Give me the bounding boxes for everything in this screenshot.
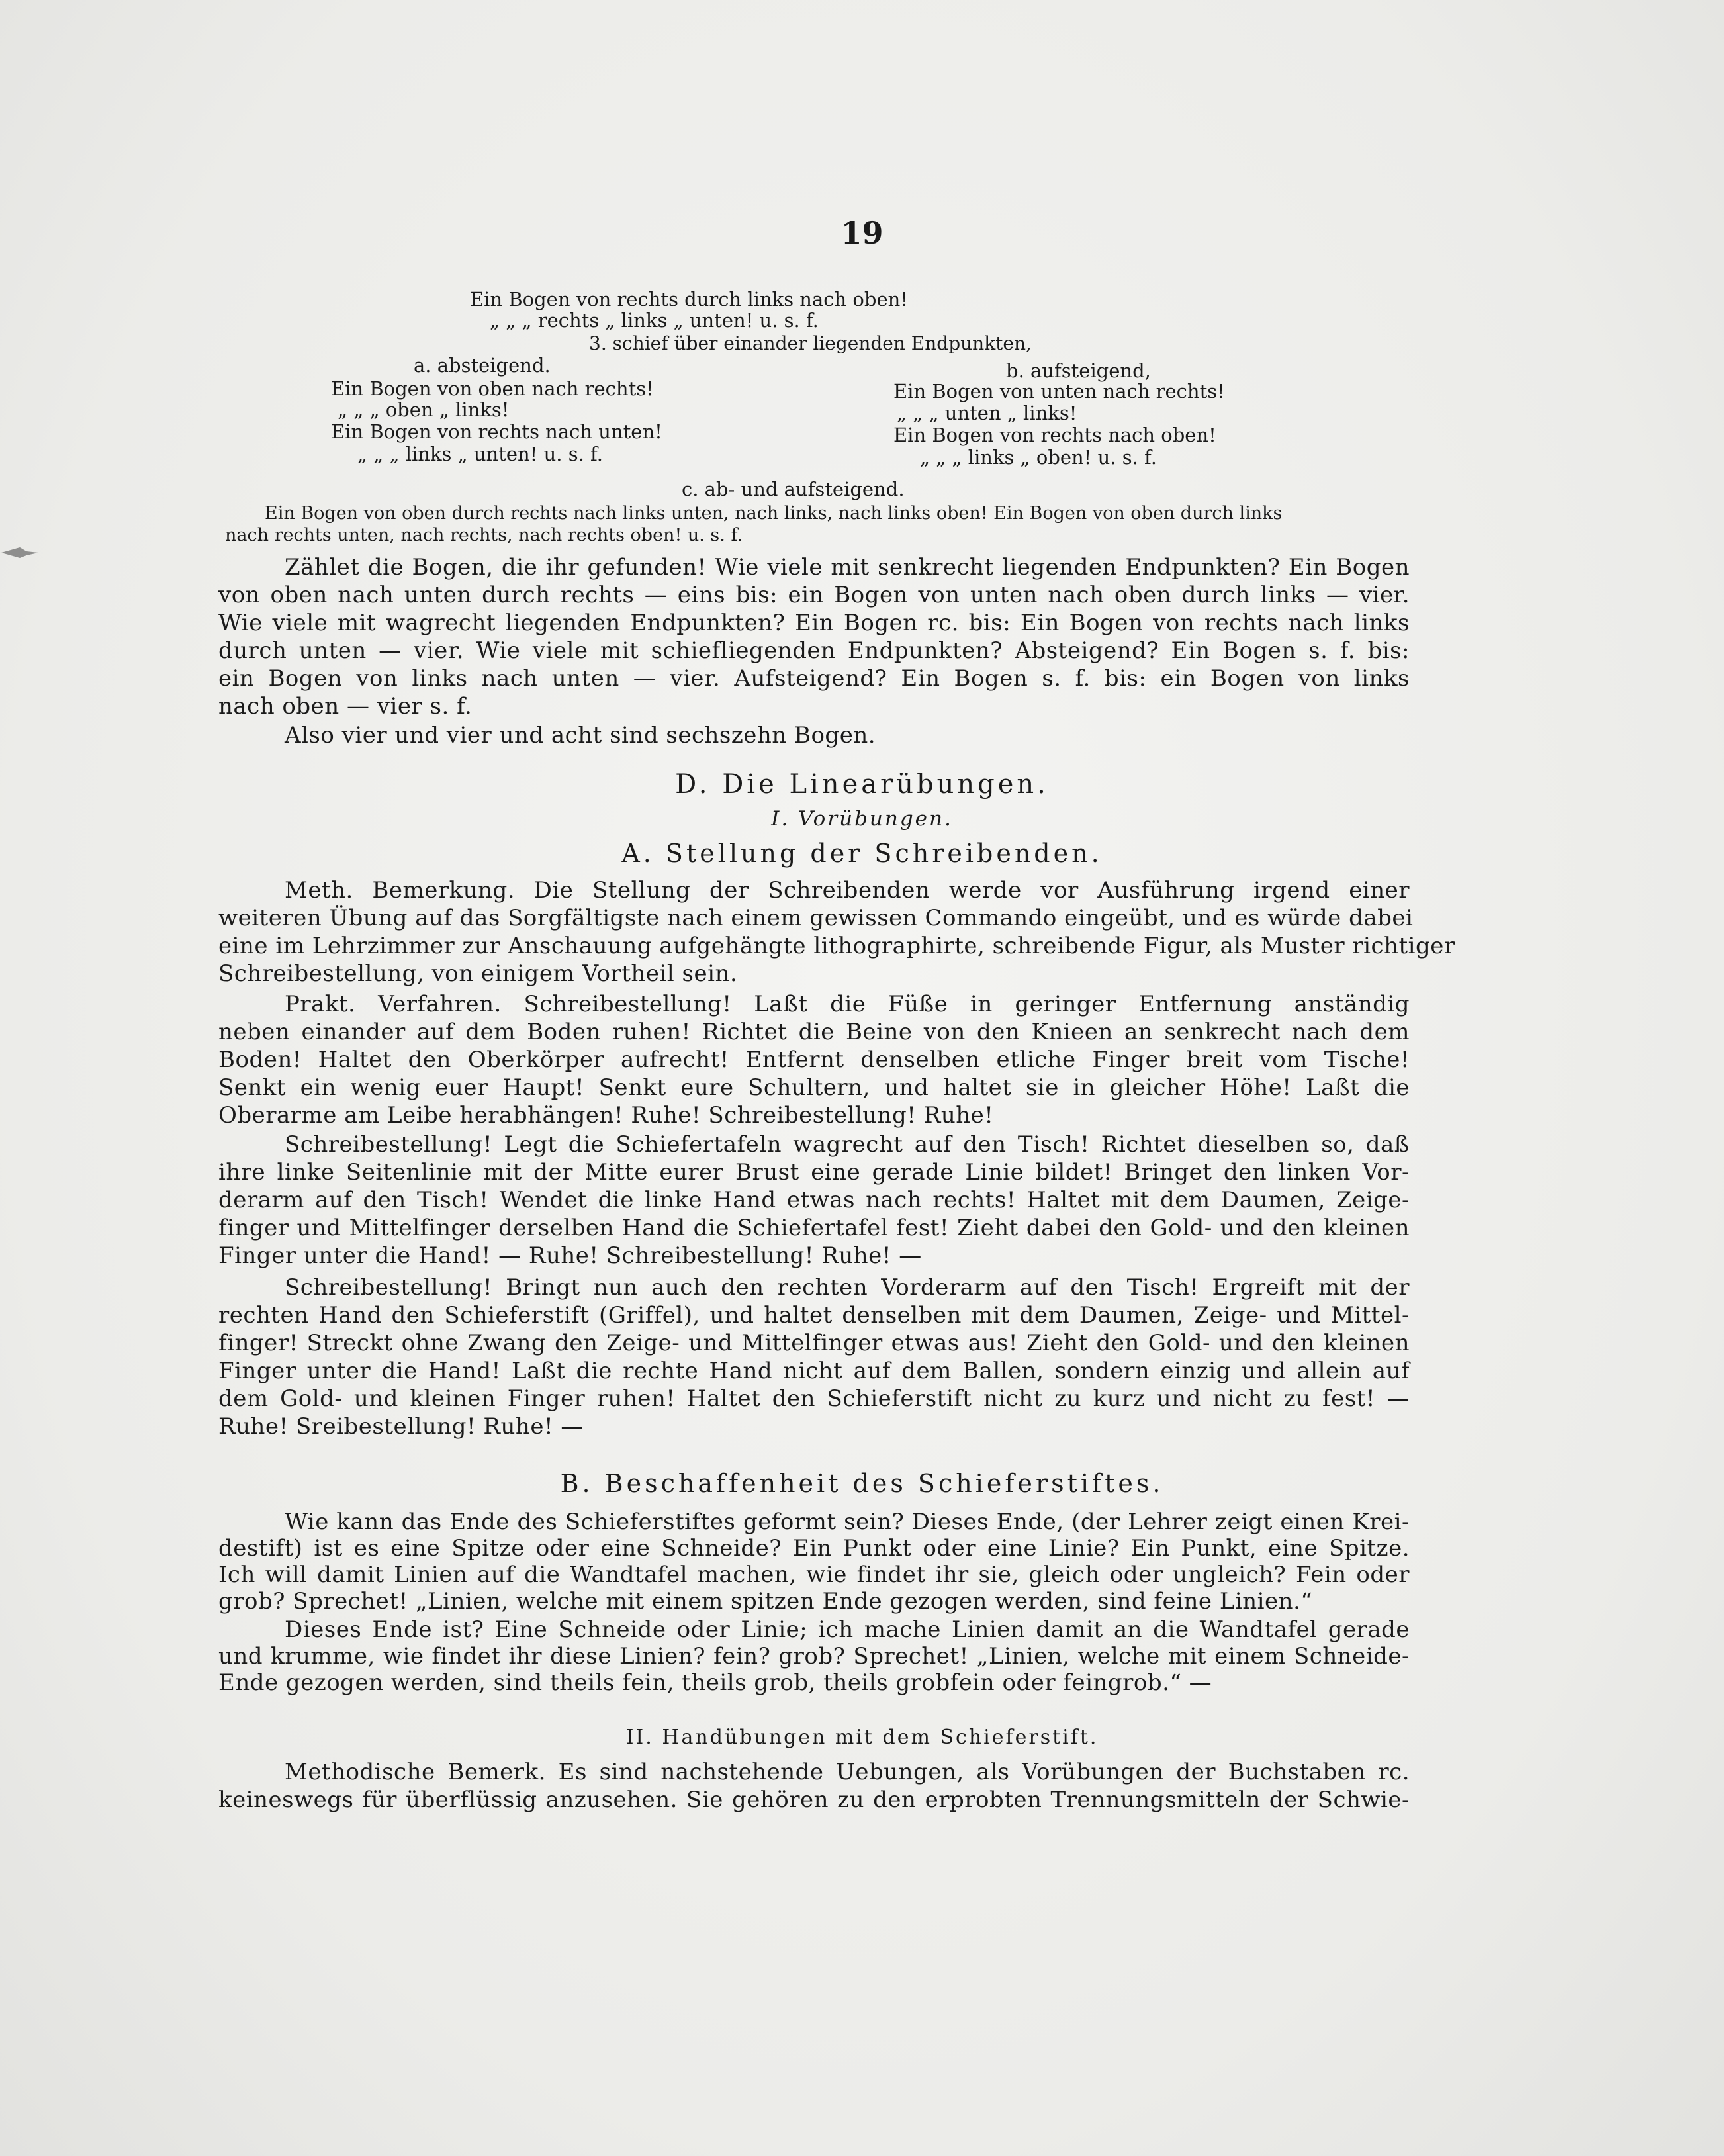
text-line: Senkt ein wenig euer Haupt! Senkt eure Schultern, und haltet sie in gleicher Höhe! Laßt die xyxy=(218,1074,1410,1101)
text-line: neben einander auf dem Boden ruhen! Richtet die Beine von den Knieen an senkrecht nach dem xyxy=(218,1019,1410,1045)
col-b-line: „ „ „ links „ oben! u. s. f. xyxy=(920,446,1157,469)
col-a-line: „ „ „ links „ unten! u. s. f. xyxy=(357,443,603,465)
c-text-line: nach rechts unten, nach rechts, nach rechts oben! u. s. f. xyxy=(225,525,743,545)
text-line: nach oben — vier s. f. xyxy=(218,693,473,720)
text-line: Boden! Haltet den Oberkörper aufrecht! Entfernt denselben etliche Finger breit vom Tische! xyxy=(218,1047,1410,1073)
text-line: grob? Sprechet! „Linien, welche mit einem spitzen Ende gezogen werden, sind feine Linien.“ xyxy=(218,1588,1313,1615)
text-line: Finger unter die Hand! Laßt die rechte Hand nicht auf dem Ballen, sondern einzig und allein auf xyxy=(218,1358,1410,1384)
text-line: Meth. Bemerkung. Die Stellung der Schreibenden werde vor Ausführung irgend einer xyxy=(285,877,1410,904)
text-line: destift) ist es eine Spitze oder eine Schneide? Ein Punkt oder eine Linie? Ein Punkt, eine Spitze. xyxy=(218,1535,1410,1562)
text-line: und krumme, wie findet ihr diese Linien? fein? grob? Sprechet! „Linien, welche mit einem Schneide- xyxy=(218,1643,1410,1669)
text-line: Oberarme am Leibe herabhängen! Ruhe! Schreibestellung! Ruhe! xyxy=(218,1102,994,1129)
text-line: Schreibestellung! Legt die Schiefertafeln wagrecht auf den Tisch! Richtet dieselben so, daß xyxy=(285,1131,1410,1158)
text-line: Ende gezogen werden, sind theils fein, theils grob, theils grobfein oder feingrob.“ — xyxy=(218,1669,1212,1696)
col-b-heading: b. aufsteigend, xyxy=(1006,359,1151,382)
text-line: Schreibestellung, von einigem Vortheil sein. xyxy=(218,961,738,987)
page-number: 19 xyxy=(840,215,884,251)
text-line: derarm auf den Tisch! Wendet die linke Hand etwas nach rechts! Haltet mit dem Daumen, Zeige- xyxy=(218,1187,1410,1213)
col-a-line: „ „ „ oben „ links! xyxy=(338,398,510,421)
text-line: ein Bogen von links nach unten — vier. Aufsteigend? Ein Bogen s. f. bis: ein Bogen von links xyxy=(218,665,1410,692)
section-heading-ii: II. Handübungen mit dem Schieferstift. xyxy=(625,1726,1099,1749)
text-line: ihre linke Seitenlinie mit der Mitte eurer Brust eine gerade Linie bildet! Bringet den linken Vor- xyxy=(218,1159,1410,1186)
section-heading-b: B. Beschaffenheit des Schieferstiftes. xyxy=(560,1469,1164,1498)
text-line: Methodische Bemerk. Es sind nachstehende Uebungen, als Vorübungen der Buchstaben rc. xyxy=(285,1759,1410,1785)
section-heading-i: I. Vorübungen. xyxy=(771,807,953,831)
col-a-line: Ein Bogen von rechts nach unten! xyxy=(331,420,662,443)
text-line: Dieses Ende ist? Eine Schneide oder Linie; ich mache Linien damit an die Wandtafel gerade xyxy=(285,1617,1410,1643)
c-text-line: Ein Bogen von oben durch rechts nach links unten, nach links, nach links oben! Ein Bogen von oben durch links xyxy=(265,503,1283,524)
text-line: finger und Mittelfinger derselben Hand die Schiefertafel fest! Zieht dabei den Gold- und den kleinen xyxy=(218,1215,1410,1241)
col-b-line: „ „ „ unten „ links! xyxy=(897,402,1077,424)
text-line: Prakt. Verfahren. Schreibestellung! Laßt die Füße in geringer Entfernung anständig xyxy=(285,991,1410,1017)
section-3-heading: 3. schief über einander liegenden Endpunkten, xyxy=(589,332,1032,354)
text-line: Ruhe! Sreibestellung! Ruhe! — xyxy=(218,1413,584,1440)
section-heading-d: D. Die Linearübungen. xyxy=(675,769,1049,800)
col-a-heading: a. absteigend. xyxy=(414,354,551,377)
line-bogen-2: „ „ „ rechts „ links „ unten! u. s. f. xyxy=(490,309,819,332)
c-heading: c. ab- und aufsteigend. xyxy=(682,478,905,500)
col-b-line: Ein Bogen von unten nach rechts! xyxy=(893,380,1225,402)
text-line: Zählet die Bogen, die ihr gefunden! Wie viele mit senkrecht liegenden Endpunkten? Ein Bogen xyxy=(285,554,1410,581)
text-line: finger! Streckt ohne Zwang den Zeige- und Mittelfinger etwas aus! Zieht den Gold- und den kleinen xyxy=(218,1330,1410,1356)
text-line: von oben nach unten durch rechts — eins bis: ein Bogen von unten nach oben durch links — vier. xyxy=(218,582,1410,608)
text-line: weiteren Übung auf das Sorgfältigste nach einem gewissen Commando eingeübt, und es würde dabei xyxy=(218,905,1414,931)
text-line: rechten Hand den Schieferstift (Griffel), und haltet denselben mit dem Daumen, Zeige- und Mittel- xyxy=(218,1302,1410,1329)
text-line: eine im Lehrzimmer zur Anschauung aufgehängte lithographirte, schreibende Figur, als Muster richtiger xyxy=(218,933,1455,959)
text-line: Also vier und vier und acht sind sechszehn Bogen. xyxy=(285,722,876,749)
section-heading-a: A. Stellung der Schreibenden. xyxy=(621,839,1103,868)
text-line: Wie viele mit wagrecht liegenden Endpunkten? Ein Bogen rc. bis: Ein Bogen von rechts nach links xyxy=(218,610,1410,636)
col-a-line: Ein Bogen von oben nach rechts! xyxy=(331,377,654,400)
text-line: Wie kann das Ende des Schieferstiftes geformt sein? Dieses Ende, (der Lehrer zeigt einen Krei- xyxy=(285,1509,1410,1535)
col-b-line: Ein Bogen von rechts nach oben! xyxy=(893,424,1216,446)
text-line: durch unten — vier. Wie viele mit schiefliegenden Endpunkten? Absteigend? Ein Bogen s. f. bis: xyxy=(218,637,1410,664)
text-line: dem Gold- und kleinen Finger ruhen! Haltet den Schieferstift nicht zu kurz und nicht zu fest! — xyxy=(218,1385,1410,1412)
text-line: keineswegs für überflüssig anzusehen. Sie gehören zu den erprobten Trennungsmitteln der Schwie- xyxy=(218,1787,1410,1813)
text-line: Schreibestellung! Bringt nun auch den rechten Vorderarm auf den Tisch! Ergreift mit der xyxy=(285,1274,1410,1301)
line-bogen-1: Ein Bogen von rechts durch links nach oben! xyxy=(470,288,908,310)
binding-mark xyxy=(0,539,40,566)
text-line: Finger unter die Hand! — Ruhe! Schreibestellung! Ruhe! — xyxy=(218,1242,922,1269)
text-line: Ich will damit Linien auf die Wandtafel machen, wie findet ihr sie, gleich oder ungleich? Fein oder xyxy=(218,1562,1410,1588)
